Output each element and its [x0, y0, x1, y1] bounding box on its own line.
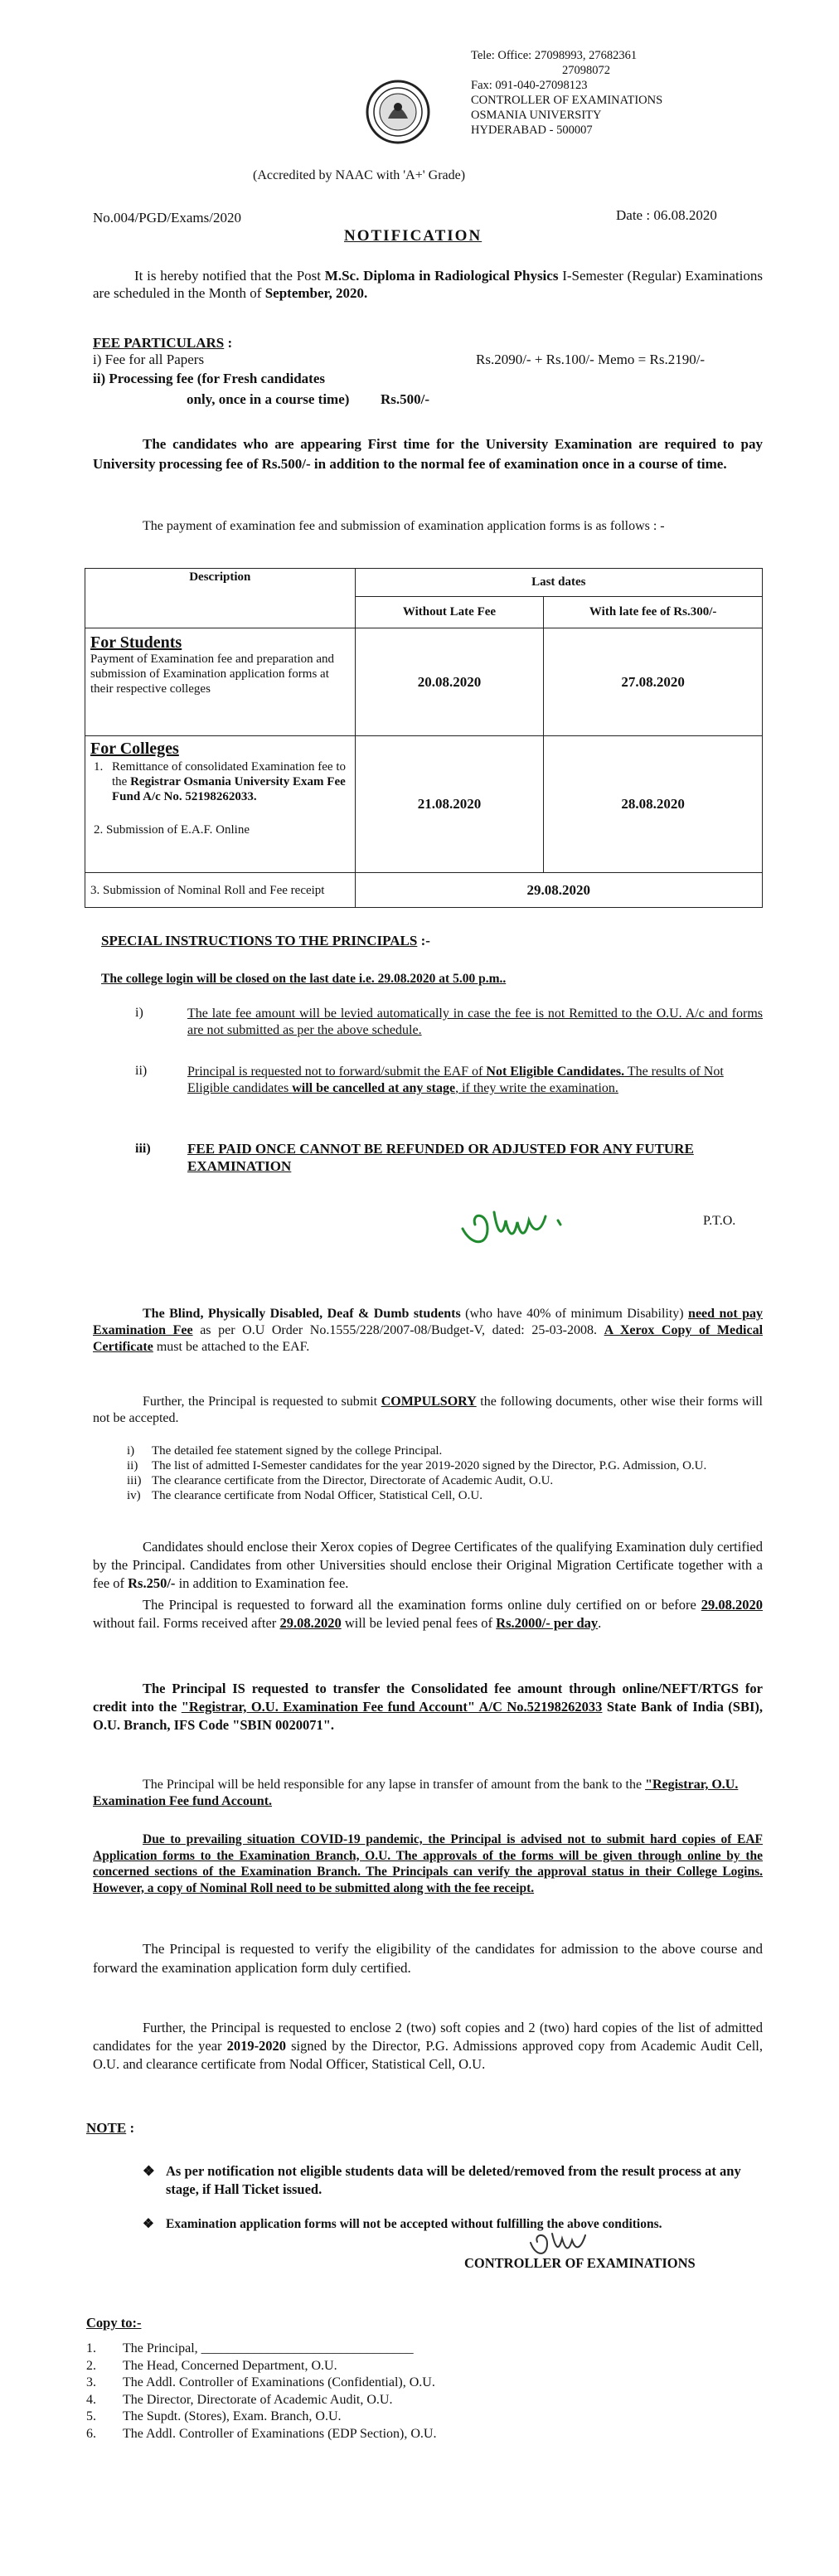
forward-forms-paragraph: The Principal is requested to forward all the examination forms online duly certified on or before 29.08.2020 without fail. Forms received after 29.08.2020 will be levied penal fees of Rs.2000/- per day.	[93, 1597, 763, 1631]
university-address: HYDERABAD - 500007	[471, 124, 593, 137]
list-item: iii) The clearance certificate from the Director, Directorate of Academic Audit, O.U.	[127, 1474, 554, 1487]
special-instructions-heading: SPECIAL INSTRUCTIONS TO THE PRINCIPALS :-	[101, 933, 430, 948]
students-date-without: 20.08.2020	[355, 628, 544, 736]
list-item: iv) The clearance certificate from Nodal Officer, Statistical Cell, O.U.	[127, 1489, 483, 1502]
copy-to-list	[86, 2341, 716, 2443]
diamond-bullet-icon: ❖	[143, 2217, 154, 2231]
covid-paragraph: Due to prevailing situation COVID-19 pandemic, the Principal is advised not to submit hard copies of EAF Application forms to the Examination Branch, O.U. The approvals of the forms will be given through online by the concerned sections of the Examination Branch. The Principals can verify the approval status in their College Logins. However, a copy of Nominal Roll need to be submitted along with the fee receipt.	[93, 1832, 763, 1895]
degree-certificates-paragraph: Candidates should enclose their Xerox copies of Degree Certificates of the qualifying Examination duly certified by the Principal. Candidates from other Universities should enclose their Original Migration Certificate together with a fee of Rs.250/- in addition to Examination fee.	[93, 1539, 763, 1591]
documents-list	[127, 1443, 740, 1503]
list-item: 4. The Director, Directorate of Academic Audit, O.U.	[86, 2392, 393, 2407]
blind-students-paragraph: The Blind, Physically Disabled, Deaf & Dumb students (who have 40% of minimum Disability) need not pay Examination Fee as per O.U Order No.1555/228/2007-08/Budget-V, dated: 25-03-2008. A Xerox Copy of Medical Certificate must be attached to the EAF.	[93, 1307, 764, 1354]
note-2: ❖ Examination application forms will not be accepted without fulfilling the above conditions.	[143, 2217, 662, 2231]
col-description: Description	[85, 569, 356, 628]
col-with-late-fee: With late fee of Rs.300/-	[544, 597, 763, 628]
lapse-paragraph: The Principal will be held responsible for any lapse in transfer of amount from the bank to the "Registrar, O.U. Examination Fee fund Account.	[93, 1778, 739, 1808]
notification-date: Date : 06.08.2020	[616, 207, 717, 223]
table-row	[85, 628, 763, 736]
accreditation: (Accredited by NAAC with 'A+' Grade)	[253, 168, 466, 182]
table-row	[85, 873, 763, 908]
note-heading: NOTE :	[86, 2120, 135, 2136]
col-without-late-fee: Without Late Fee	[355, 597, 544, 628]
students-title: For Students	[90, 633, 182, 652]
colleges-date-with: 28.08.2020	[544, 736, 763, 873]
course-name: M.Sc. Diploma in Radiological Physics	[324, 268, 559, 284]
fee-item-papers-value: Rs.2090/- + Rs.100/- Memo = Rs.2190/-	[476, 352, 706, 367]
intro-paragraph: It is hereby notified that the Post M.Sc. Diploma in Radiological Physics I-Semester (Regular) Examinations are scheduled in the Month of September, 2020.	[93, 268, 764, 302]
controller-signature-title: CONTROLLER OF EXAMINATIONS	[464, 2255, 696, 2271]
students-date-with: 27.08.2020	[544, 628, 763, 736]
payment-paragraph: The payment of examination fee and submission of examination application forms is as follows : -	[143, 519, 665, 533]
colleges-item-eaf: 2. Submission of E.A.F. Online	[94, 823, 250, 837]
nominal-roll-date: 29.08.2020	[355, 873, 762, 908]
instruction-i-num: i)	[135, 1006, 143, 1020]
processing-fee-paragraph: The candidates who are appearing First time for the University Examination are required to pay University processing fee of Rs.500/- in addition to the normal fee of examination once in a course of time.	[93, 436, 763, 472]
fee-item-processing: ii) Processing fee (for Fresh candidates	[93, 371, 325, 386]
contact-phone-2: 27098072	[562, 64, 610, 77]
enclose-copies-paragraph: Further, the Principal is requested to enclose 2 (two) soft copies and 2 (two) hard copies of the list of admitted candidates for the year 2019-2020 signed by the Director, P.G. Admissions approved copy from Academic Audit Cell, O.U. and clearance certificate from Nodal Officer, Statistical Cell, O.U.	[93, 2020, 763, 2072]
list-item: 3. The Addl. Controller of Examinations (Confidential), O.U.	[86, 2375, 435, 2389]
exam-month: September, 2020.	[264, 285, 368, 302]
col-last-dates: Last dates	[355, 569, 762, 597]
fee-item-processing-value: Rs.500/-	[381, 391, 430, 407]
university-logo	[365, 79, 431, 145]
copy-to-heading: Copy to:-	[86, 2315, 142, 2331]
list-item: 5. The Supdt. (Stores), Exam. Branch, O.U.	[86, 2409, 342, 2423]
diamond-bullet-icon: ❖	[143, 2163, 155, 2179]
reference-number: No.004/PGD/Exams/2020	[93, 210, 241, 226]
nominal-roll-item: 3. Submission of Nominal Roll and Fee receipt	[85, 873, 356, 908]
instruction-ii-num: ii)	[135, 1064, 148, 1078]
contact-phone: Tele: Office: 27098993, 27682361	[471, 49, 638, 62]
colleges-title: For Colleges	[90, 740, 179, 758]
instruction-ii: Principal is requested not to forward/submit the EAF of Not Eligible Candidates. The results of Not Eligible candidates will be cancelled at any stage, if they write the examination.	[187, 1065, 724, 1095]
contact-block	[471, 48, 662, 138]
verify-eligibility-paragraph: The Principal is requested to verify the eligibility of the candidates for admission to the above course and forward the examination application form duly certified.	[93, 1941, 763, 1976]
remittance-account: Registrar Osmania University Exam Fee Fund A/c No. 52198262033.	[112, 775, 346, 803]
notification-title: NOTIFICATION	[344, 227, 483, 245]
office-name: CONTROLLER OF EXAMINATIONS	[471, 94, 663, 107]
table-row: For Colleges 1. Remittance of consolidated Examination fee to the Registrar Osmania University Exam Fee Fund A/c No. 52198262033. 2. Submission of E.A.F. Online 21.08.2020 28.08.2020	[85, 736, 763, 873]
login-closed-note: The college login will be closed on the last date i.e. 29.08.2020 at 5.00 p.m..	[101, 972, 507, 986]
list-item: 1. The Principal, ________________________________	[86, 2341, 414, 2355]
compulsory-documents-paragraph: Further, the Principal is requested to submit COMPULSORY the following documents, other wise their forms will not be accepted.	[93, 1395, 763, 1425]
schedule-table	[85, 568, 763, 908]
note-1: ❖ As per notification not eligible students data will be deleted/removed from the result process at any stage, if Hall Ticket issued.	[143, 2163, 741, 2197]
signature	[454, 1187, 595, 1254]
fee-item-processing-b: only, once in a course time)	[187, 391, 350, 407]
contact-fax: Fax: 091-040-27098123	[471, 79, 588, 92]
instruction-iii: FEE PAID ONCE CANNOT BE REFUNDED OR ADJUSTED FOR ANY FUTURE EXAMINATION	[187, 1141, 694, 1175]
pto: P.T.O.	[703, 1214, 736, 1228]
colleges-date-without: 21.08.2020	[355, 736, 544, 873]
fee-particulars-heading: FEE PARTICULARS :	[93, 335, 233, 351]
instruction-i: The late fee amount will be levied automatically in case the fee is not Remitted to the O.U. A/c and forms are not submitted as per the above schedule.	[187, 1007, 763, 1037]
students-description: Payment of Examination fee and preparation and submission of Examination application forms at their respective colleges	[90, 652, 335, 696]
transfer-fee-paragraph: The Principal IS requested to transfer the Consolidated fee amount through online/NEFT/RTGS for credit into the "Registrar, O.U. Examination Fee fund Account" A/C No.52198262033 State Bank of India (SBI), O.U. Branch, IFS Code "SBIN 0020071".	[93, 1681, 763, 1733]
list-item: ii) The list of admitted I-Semester candidates for the year 2019-2020 signed by the Director, P.G. Admission, O.U.	[127, 1459, 707, 1472]
instruction-iii-num: iii)	[135, 1142, 151, 1156]
list-item: i) The detailed fee statement signed by the college Principal.	[127, 1444, 443, 1458]
university-name: OSMANIA UNIVERSITY	[471, 109, 602, 122]
list-item: 6. The Addl. Controller of Examinations (EDP Section), O.U.	[86, 2426, 437, 2441]
fee-item-papers: i) Fee for all Papers	[93, 352, 205, 367]
list-item: 2. The Head, Concerned Department, O.U.	[86, 2358, 337, 2373]
